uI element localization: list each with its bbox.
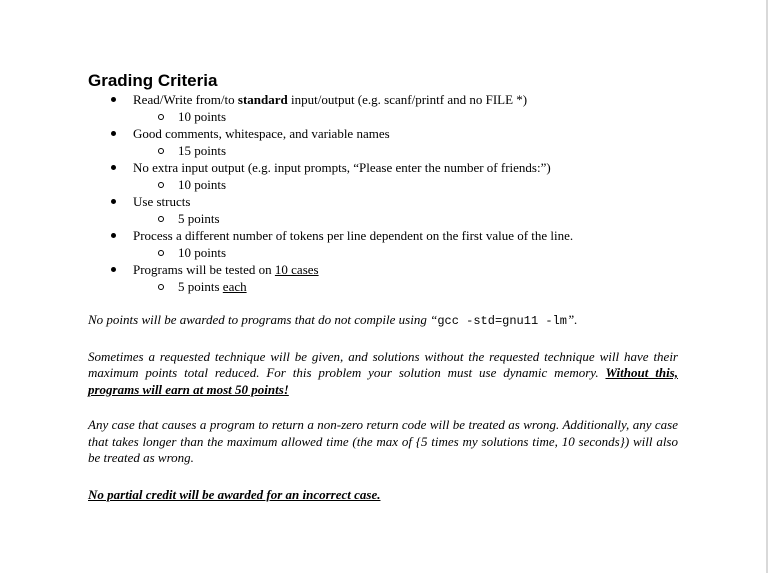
criterion-tokens-points (88, 244, 678, 261)
criterion-comments (88, 125, 678, 142)
points-text: 10 points (178, 109, 227, 124)
bullet-icon (111, 199, 116, 204)
criterion-underlined: 10 cases (274, 262, 319, 277)
compile-note-end: ”. (566, 312, 578, 327)
no-partial-credit-note (88, 487, 678, 504)
no-partial-credit-text: No partial credit will be awarded for an incorrect case. (88, 486, 381, 502)
points-text: 15 points (178, 143, 227, 158)
hollow-bullet-icon (158, 182, 164, 188)
compile-command: gcc -std=gnu11 -lm (437, 314, 567, 328)
hollow-bullet-icon (158, 250, 164, 256)
compile-note-text: No points will be awarded to programs that do not compile using “ (88, 312, 438, 327)
criterion-tokens (88, 227, 678, 244)
criterion-text: Read/Write from/to (133, 92, 238, 107)
compile-note (88, 312, 678, 330)
criterion-text: Good comments, whitespace, and variable names (133, 126, 390, 141)
criterion-test-cases-points (88, 278, 678, 295)
criterion-comments-points (88, 142, 678, 159)
technique-note-emphasis: Without this, programs will earn at most 50 points! (88, 365, 678, 397)
criterion-structs-points (88, 210, 678, 227)
hollow-bullet-icon (158, 216, 164, 222)
technique-note (88, 349, 678, 399)
criterion-text: No extra input output (e.g. input prompts, “Please enter the number of friends:”) (133, 160, 551, 175)
criterion-test-cases (88, 261, 678, 278)
hollow-bullet-icon (158, 148, 164, 154)
wrong-case-note: Any case that causes a program to return a non-zero return code will be treated as wrong. Additionally, any case that takes longer than the maximum allowed time (the max of {5 times my solutions time, 10 seconds}) will also be treated as wrong. (88, 417, 678, 465)
bullet-icon (111, 97, 116, 102)
points-text: 10 points (178, 245, 227, 260)
hollow-bullet-icon (158, 284, 164, 290)
criteria-list (88, 91, 678, 295)
bullet-icon (111, 267, 116, 272)
hollow-bullet-icon (158, 114, 164, 120)
points-text: 10 points (178, 177, 227, 192)
criterion-io-points (88, 108, 678, 125)
technique-note-text: Sometimes a requested technique will be given, and solutions without the requested technique will have their maximum points total reduced. For this problem your solution must use dynamic memory. (88, 348, 678, 380)
bullet-icon (111, 233, 116, 238)
points-text: 5 points (178, 279, 223, 294)
criterion-text: Programs will be tested on (133, 262, 275, 277)
section-title: Grading Criteria (88, 71, 218, 90)
document-page (88, 71, 678, 503)
points-underlined: each (222, 279, 247, 294)
criterion-no-extra-io-points (88, 176, 678, 193)
criterion-text: Process a different number of tokens per line dependent on the first value of the line. (133, 228, 574, 243)
criterion-io (88, 91, 678, 108)
criterion-structs (88, 193, 678, 210)
criterion-text: Use structs (133, 194, 191, 209)
criterion-emphasis: standard (237, 92, 288, 107)
bullet-icon (111, 131, 116, 136)
points-text: 5 points (178, 211, 220, 226)
bullet-icon (111, 165, 116, 170)
criterion-text: input/output (e.g. scanf/printf and no FILE *) (287, 92, 528, 107)
criterion-no-extra-io (88, 159, 678, 176)
